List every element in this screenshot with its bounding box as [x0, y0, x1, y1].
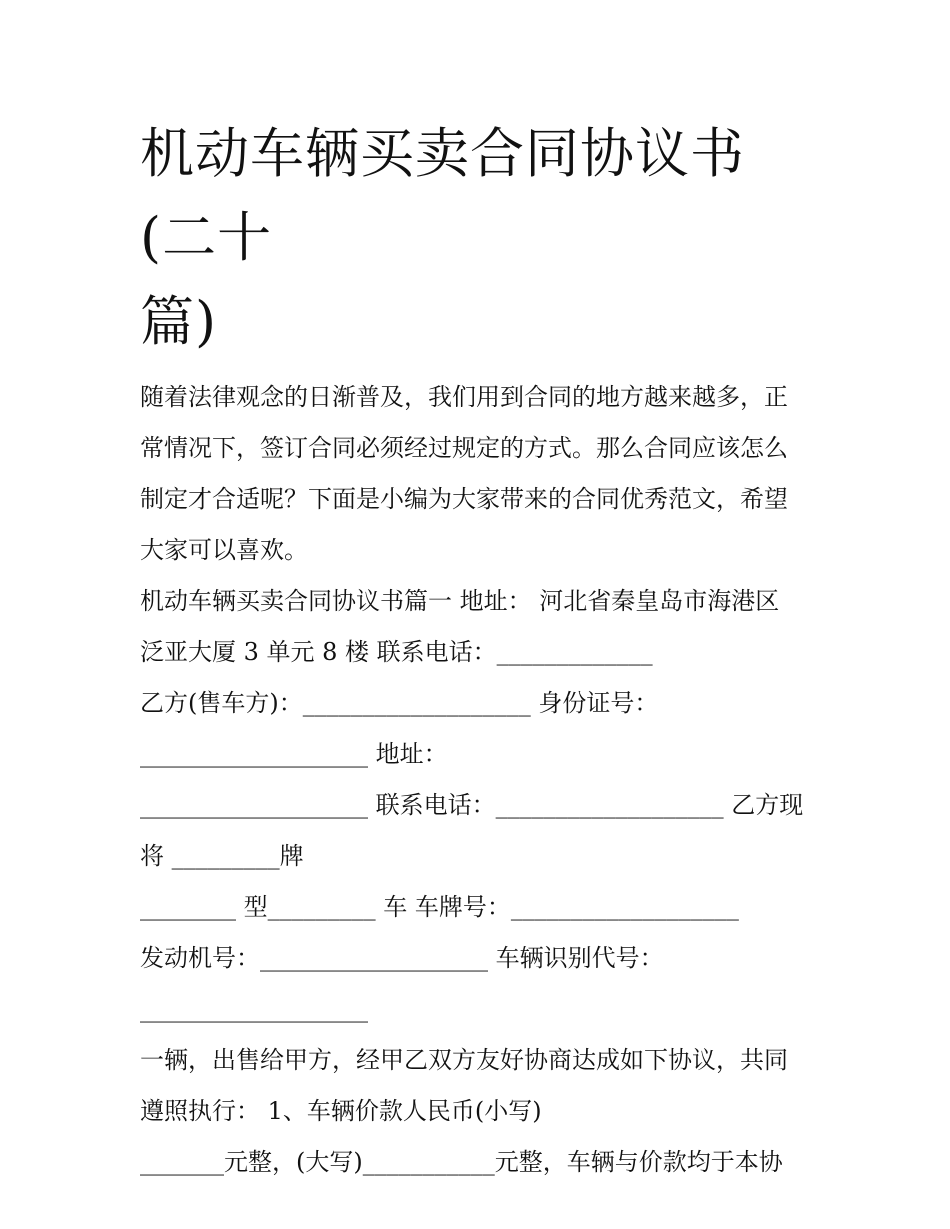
- contract-line: 机动车辆买卖合同协议书篇一 地址： 河北省秦皇岛市海港区: [140, 587, 780, 615]
- title-line: 篇): [140, 290, 218, 353]
- intro-line: 随着法律观念的日渐普及，我们用到合同的地方越来越多，正: [140, 383, 788, 411]
- contract-line: ___________________ 地址：: [140, 740, 448, 768]
- intro-line: 大家可以喜欢。: [140, 536, 308, 564]
- contract-line: 遵照执行： 1、车辆价款人民币(小写): [140, 1097, 542, 1125]
- contract-line: 乙方(售车方)：___________________ 身份证号：: [140, 689, 659, 717]
- contract-line: ___________________ 联系电话：___________________ 乙方现: [140, 791, 804, 819]
- intro-line: 常情况下，签订合同必须经过规定的方式。那么合同应该怎么: [140, 434, 788, 462]
- contract-line: 一辆，出售给甲方，经甲乙双方友好协商达成如下协议，共同: [140, 1046, 788, 1074]
- contract-line: ________ 型_________ 车 车牌号：___________________: [140, 893, 739, 921]
- contract-line: 将 _________牌: [140, 842, 304, 870]
- contract-line: _______元整，(大写)___________元整，车辆与价款均于本协: [140, 1148, 783, 1176]
- document-body: [140, 372, 820, 1188]
- contract-line: 发动机号：___________________ 车辆识别代号：: [140, 944, 664, 972]
- contract-line: ___________________: [140, 995, 368, 1023]
- intro-line: 制定才合适呢？下面是小编为大家带来的合同优秀范文，希望: [140, 485, 788, 513]
- document-page: [140, 112, 820, 1188]
- contract-line: 泛亚大厦 3 单元 8 楼 联系电话：_____________: [140, 638, 653, 666]
- title-line: 机动车辆买卖合同协议书(二十: [140, 122, 745, 269]
- document-title: [140, 112, 820, 364]
